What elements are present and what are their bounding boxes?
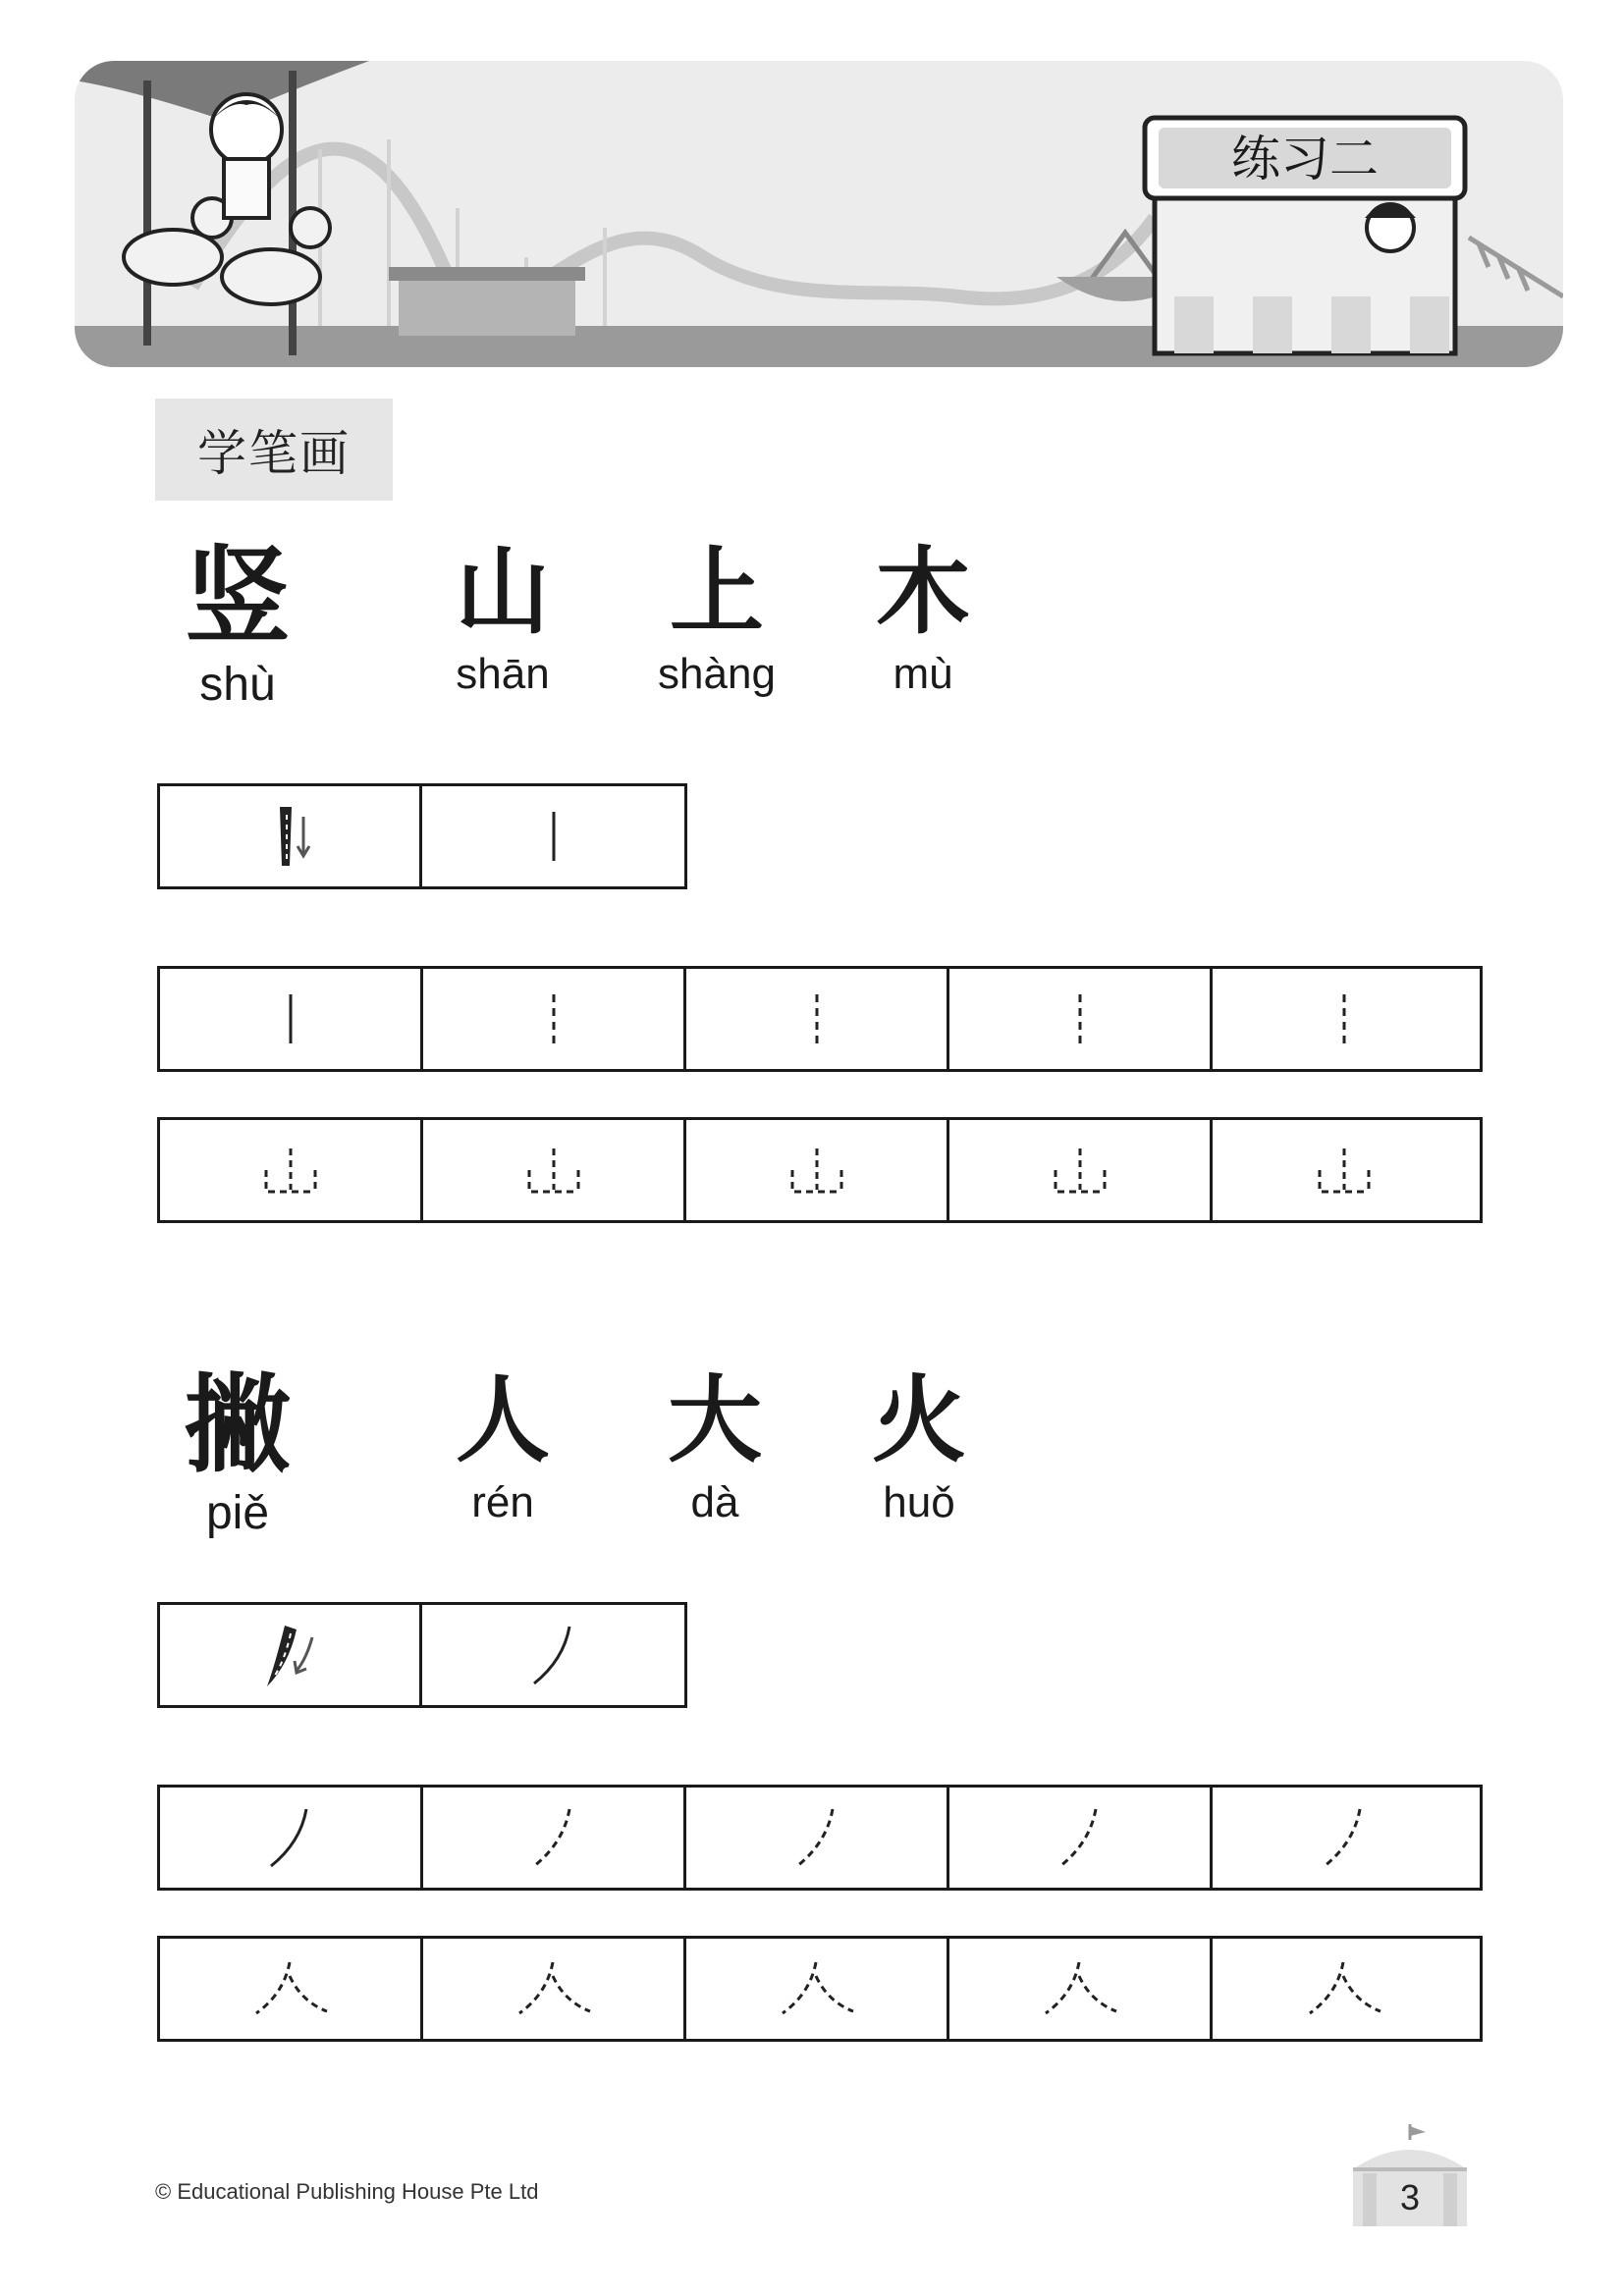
ren-trace-icon (773, 1954, 861, 2023)
example-glyph: 山 (456, 536, 550, 647)
vertical-stroke-trace-icon (807, 989, 827, 1048)
vertical-stroke-trace-icon (1334, 989, 1354, 1048)
example-char (864, 538, 982, 699)
example-glyph: 木 (876, 536, 970, 647)
practice-cell[interactable] (686, 969, 949, 1069)
shan-trace-icon (1046, 1141, 1114, 1200)
left-falling-stroke-guide-icon (255, 1616, 324, 1694)
page-number-badge (1343, 2120, 1477, 2228)
example-glyph: 上 (670, 536, 764, 647)
page-number: 3 (1399, 2177, 1421, 2217)
practice-cell[interactable] (686, 1788, 949, 1888)
demo-cell (160, 1605, 422, 1705)
practice-cell[interactable] (949, 1939, 1213, 2039)
copyright-text: © Educational Publishing House Pte Ltd (155, 2179, 539, 2204)
shan-trace-icon (519, 1141, 588, 1200)
stroke-demo-grid (157, 1602, 687, 1708)
practice-cell[interactable] (160, 1788, 423, 1888)
stroke-name-pinyin: piě (205, 1487, 270, 1539)
practice-grid (157, 1785, 1483, 1891)
example-pinyin: huǒ (883, 1478, 955, 1526)
practice-cell[interactable] (1213, 1939, 1476, 2039)
vertical-stroke-icon (281, 989, 300, 1048)
practice-cell[interactable] (423, 1788, 686, 1888)
shan-trace-icon (1310, 1141, 1379, 1200)
header-title: 练习二 (1231, 131, 1379, 187)
example-pinyin: dà (690, 1478, 739, 1526)
example-char (444, 1366, 562, 1527)
vertical-stroke-trace-icon (544, 989, 564, 1048)
stroke-name-pinyin: shù (199, 659, 276, 711)
practice-cell[interactable] (949, 1788, 1213, 1888)
left-falling-stroke-icon (524, 1621, 583, 1689)
ren-trace-icon (246, 1954, 335, 2023)
ren-trace-icon (510, 1954, 598, 2023)
amusement-park-illustration (75, 61, 1563, 367)
example-pinyin: shān (456, 650, 550, 698)
practice-grid (157, 1936, 1483, 2042)
practice-cell[interactable] (423, 1939, 686, 2039)
shan-trace-icon (783, 1141, 851, 1200)
practice-grid (157, 966, 1483, 1072)
stroke-name-block (179, 1363, 297, 1540)
example-char (444, 538, 562, 699)
vertical-stroke-icon (544, 807, 564, 866)
example-pinyin: shàng (658, 650, 776, 698)
left-falling-stroke-trace-icon (1051, 1803, 1110, 1872)
practice-cell[interactable] (949, 969, 1213, 1069)
stroke-demo-grid (157, 783, 687, 889)
practice-cell[interactable] (686, 1120, 949, 1220)
left-falling-stroke-icon (261, 1803, 320, 1872)
stroke-name-char: 竖 (184, 535, 291, 659)
example-glyph: 大 (668, 1364, 762, 1475)
practice-cell[interactable] (423, 969, 686, 1069)
stroke-name-char: 撇 (184, 1363, 291, 1487)
vertical-stroke-trace-icon (1070, 989, 1090, 1048)
demo-cell (422, 786, 684, 886)
example-pinyin: mù (893, 650, 953, 698)
practice-cell[interactable] (160, 1939, 423, 2039)
demo-cell (422, 1605, 684, 1705)
vertical-stroke-guide-icon (260, 797, 319, 876)
ren-trace-icon (1036, 1954, 1124, 2023)
practice-cell[interactable] (160, 969, 423, 1069)
example-char (648, 538, 785, 699)
practice-cell[interactable] (949, 1120, 1213, 1220)
shan-trace-icon (256, 1141, 325, 1200)
practice-cell[interactable] (1213, 1120, 1476, 1220)
example-glyph: 火 (872, 1364, 966, 1475)
practice-cell[interactable] (1213, 969, 1476, 1069)
practice-cell[interactable] (160, 1120, 423, 1220)
demo-cell (160, 786, 422, 886)
stroke-name-block (179, 535, 297, 712)
practice-grid (157, 1117, 1483, 1223)
ren-trace-icon (1300, 1954, 1388, 2023)
header-banner (75, 61, 1563, 367)
practice-cell[interactable] (1213, 1788, 1476, 1888)
practice-cell[interactable] (423, 1120, 686, 1220)
example-char (860, 1366, 978, 1527)
example-glyph: 人 (456, 1364, 550, 1475)
left-falling-stroke-trace-icon (524, 1803, 583, 1872)
section-label: 学笔画 (155, 399, 393, 501)
example-pinyin: rén (471, 1478, 534, 1526)
practice-cell[interactable] (686, 1939, 949, 2039)
left-falling-stroke-trace-icon (1315, 1803, 1374, 1872)
left-falling-stroke-trace-icon (787, 1803, 846, 1872)
example-char (656, 1366, 774, 1527)
